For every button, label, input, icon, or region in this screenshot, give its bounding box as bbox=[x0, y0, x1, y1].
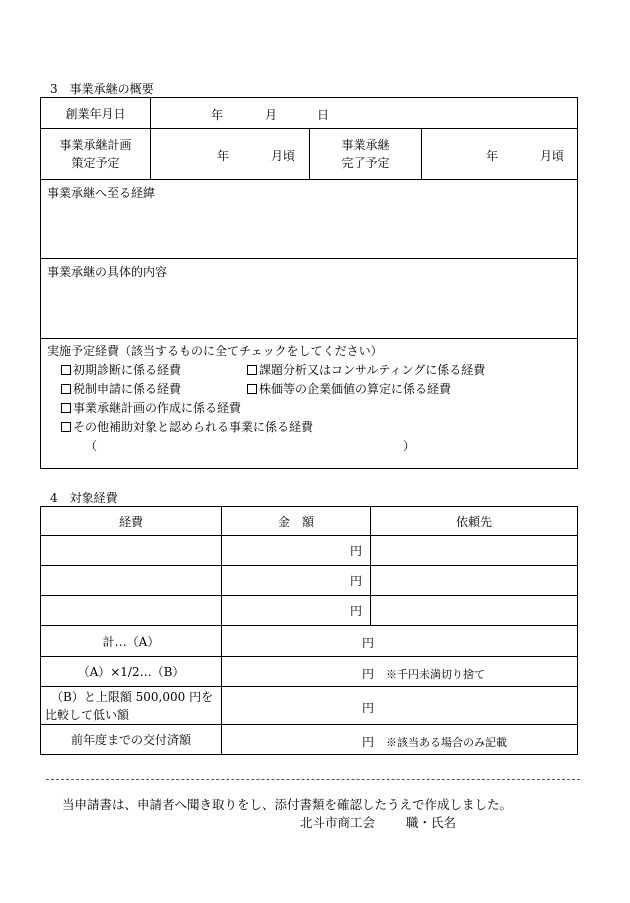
table-row bbox=[41, 596, 578, 626]
total-amount-field[interactable] bbox=[222, 626, 578, 657]
other-detail-field[interactable] bbox=[47, 437, 571, 456]
plan-year-label: 年 bbox=[217, 149, 230, 163]
history-cell[interactable] bbox=[41, 180, 578, 259]
checkbox-label: 税制申請に係る経費 bbox=[73, 382, 182, 396]
checkbox-label: 初期診断に係る経費 bbox=[73, 363, 182, 377]
dashed-divider bbox=[46, 779, 580, 780]
yen-label: 円 bbox=[362, 667, 375, 681]
checkbox-icon bbox=[61, 403, 71, 413]
compare-label-line1: （B）と上限額 500,000 円を bbox=[51, 689, 214, 704]
compare-label-line2: 比較して低い額 bbox=[45, 707, 130, 722]
plan-month-label: 月頃 bbox=[271, 149, 296, 163]
founding-date-cell[interactable] bbox=[151, 98, 578, 129]
content-cell[interactable] bbox=[41, 259, 578, 339]
history-label: 事業承継へ至る経緯 bbox=[47, 186, 156, 200]
complete-label-cell bbox=[310, 129, 422, 180]
checkbox-valuation[interactable] bbox=[247, 380, 451, 399]
header-requestee: 依頼先 bbox=[371, 507, 578, 536]
checkbox-icon bbox=[61, 422, 71, 432]
expense-name-field[interactable] bbox=[41, 566, 222, 596]
plan-date-cell[interactable] bbox=[151, 129, 310, 180]
complete-label-line1: 事業承継 bbox=[341, 138, 390, 152]
table-row bbox=[41, 536, 578, 566]
section3-title: 3 事業承継の概要 bbox=[50, 82, 154, 96]
footer-title-name: 職・氏名 bbox=[406, 815, 457, 830]
yen-label: 円 bbox=[349, 544, 362, 558]
target-expense-table bbox=[40, 506, 578, 755]
checkbox-label: 事業承継計画の作成に係る経費 bbox=[73, 401, 242, 415]
yen-label: 円 bbox=[362, 636, 375, 650]
table-row bbox=[41, 566, 578, 596]
requestee-field[interactable] bbox=[371, 596, 578, 626]
plan-label-line1: 事業承継計画 bbox=[59, 138, 132, 152]
checkbox-label: 株価等の企業価値の算定に係る経費 bbox=[259, 382, 452, 396]
checkbox-icon bbox=[61, 384, 71, 394]
half-label: （A）×1/2…（B） bbox=[41, 657, 222, 687]
content-label: 事業承継の具体的内容 bbox=[47, 265, 168, 279]
checkbox-initial-diagnosis[interactable] bbox=[61, 363, 181, 377]
checkbox-label: その他補助対象と認められる事業に係る経費 bbox=[73, 420, 314, 434]
checkbox-tax-application[interactable] bbox=[61, 382, 181, 396]
yen-label: 円 bbox=[362, 735, 375, 749]
checkbox-other[interactable] bbox=[61, 420, 313, 434]
founding-date-label: 創業年月日 bbox=[41, 98, 151, 129]
total-label: 計…（A） bbox=[41, 626, 222, 657]
half-note: ※千円未満切り捨て bbox=[386, 668, 485, 681]
section4-title: 4 対象経費 bbox=[50, 491, 118, 505]
founding-year-label: 年 bbox=[211, 108, 224, 122]
checkbox-plan-creation[interactable] bbox=[61, 401, 241, 415]
founding-month-label: 月 bbox=[265, 108, 278, 122]
expense-name-field[interactable] bbox=[41, 536, 222, 566]
checkbox-icon bbox=[247, 384, 257, 394]
complete-year-label: 年 bbox=[486, 149, 499, 163]
header-amount: 金 額 bbox=[222, 507, 371, 536]
requestee-field[interactable] bbox=[371, 566, 578, 596]
amount-field[interactable] bbox=[222, 536, 371, 566]
compare-amount-field[interactable] bbox=[222, 687, 578, 725]
checkbox-icon bbox=[247, 365, 257, 375]
footer-org: 北斗市商工会 bbox=[300, 815, 376, 830]
paren-close: ） bbox=[403, 439, 416, 453]
yen-label: 円 bbox=[362, 701, 375, 715]
footer-statement: 当申請書は、申請者へ聞き取りをし、添付書類を確認したうえで作成しました。 bbox=[62, 797, 513, 812]
business-succession-table bbox=[40, 97, 578, 469]
plan-label-cell bbox=[41, 129, 151, 180]
amount-field[interactable] bbox=[222, 566, 371, 596]
checkbox-consulting[interactable] bbox=[247, 361, 485, 380]
yen-label: 円 bbox=[349, 604, 362, 618]
compare-label-cell bbox=[41, 687, 222, 725]
complete-label-line2: 完了予定 bbox=[341, 156, 390, 170]
prev-label: 前年度までの交付済額 bbox=[41, 725, 222, 755]
checkbox-icon bbox=[61, 365, 71, 375]
expense-name-field[interactable] bbox=[41, 596, 222, 626]
checkbox-label: 課題分析又はコンサルティングに係る経費 bbox=[259, 363, 486, 377]
founding-day-label: 日 bbox=[317, 108, 330, 122]
complete-month-label: 月頃 bbox=[540, 149, 565, 163]
header-expense: 経費 bbox=[41, 507, 222, 536]
half-amount-field[interactable] bbox=[222, 657, 578, 687]
prev-amount-field[interactable] bbox=[222, 725, 578, 755]
complete-date-cell[interactable] bbox=[422, 129, 578, 180]
requestee-field[interactable] bbox=[371, 536, 578, 566]
amount-field[interactable] bbox=[222, 596, 371, 626]
prev-note: ※該当ある場合のみ記載 bbox=[386, 736, 507, 749]
plan-label-line2: 策定予定 bbox=[71, 156, 120, 170]
yen-label: 円 bbox=[349, 574, 362, 588]
paren-open: （ bbox=[85, 439, 98, 453]
expense-cell bbox=[41, 339, 578, 469]
expense-label: 実施予定経費（該当するものに全てチェックをしてください） bbox=[47, 344, 383, 358]
